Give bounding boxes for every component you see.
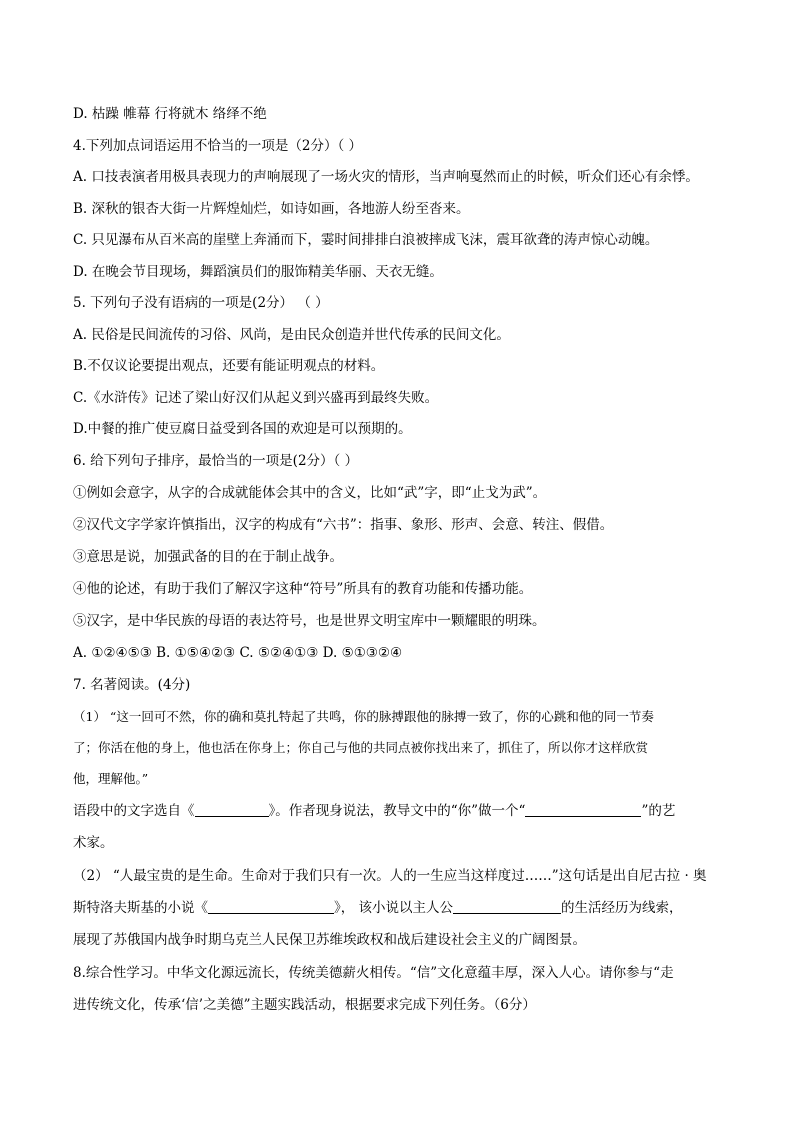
q7-stem: 7. 名著阅读。(4分)	[73, 677, 191, 693]
q5-option-c: C.《水浒传》记述了梁山好汉们从起义到兴盛再到最终失败。	[73, 390, 439, 406]
q7-2-question-line-3: 展现了苏俄国内战争时期乌克兰人民保卫苏维埃政权和战后建设社会主义的广阔图景。	[73, 932, 586, 948]
q3-option-d: D. 枯躁 帷幕 行将就木 络绎不绝	[73, 106, 267, 122]
q5-option-a: A. 民俗是民间流传的习俗、风尚，是由民众创造并世代传承的民间文化。	[73, 327, 510, 343]
q5-option-d: D.中餐的推广使豆腐日益受到各国的欢迎是可以预期的。	[73, 421, 412, 437]
q4-option-a: A. 口技表演者用极具表现力的声响展现了一场火灾的情形，当声响戛然而止的时候，听众们还心有余悸。	[73, 169, 699, 185]
answer-blank-protagonist[interactable]	[453, 899, 561, 914]
q6-options: A. ①②④⑤③ B. ①⑤④②③ C. ⑤②④①③ D. ⑤①③②④	[73, 645, 403, 661]
q5-stem: 5. 下列句子没有语病的一项是(2分） （ ）	[73, 295, 329, 311]
q7-1-question-line-2: 术家。	[73, 835, 114, 851]
q7-1-question-mid: 》。作者现身说法，教导文中的“你”做一个“	[268, 803, 526, 819]
q6-sentence-3: ③意思是说，加强武备的目的在于制止战争。	[73, 549, 343, 565]
q7-1-question-post: ”的艺	[641, 803, 676, 819]
q7-2-question-pre: 斯特洛夫斯基的小说《	[73, 900, 208, 916]
q7-1-quote-line-1: （1） “这一回可不然，你的确和莫扎特起了共鸣，你的脉搏跟他的脉搏一致了，你的心跳和他的同一节奏	[73, 709, 654, 724]
q6-sentence-2: ②汉代文字学家许慎指出，汉字的构成有“六书”：指事、象形、形声、会意、转注、假借。	[73, 517, 614, 533]
q7-2-quote: （2） “人最宝贵的是生命。生命对于我们只有一次。人的一生应当这样度过……”这句话是出自尼古拉 · 奥	[73, 868, 707, 884]
q7-1-quote-line-3: 他，理解他。”	[73, 771, 149, 786]
q7-2-question-mid: 》， 该小说以主人公	[334, 900, 454, 916]
q7-1-question	[73, 802, 675, 820]
q6-stem: 6. 给下列句子排序，最恰当的一项是(2分）（ ）	[73, 453, 359, 469]
q6-sentence-1: ①例如会意字，从字的合成就能体会其中的含义，比如“武”字，即“止戈为武”。	[73, 485, 547, 501]
q4-option-c: C. 只见瀑布从百米高的崖壁上奔涌而下，霎时间排排白浪被摔成飞沫，震耳欲聋的涛声惊心动魄。	[73, 232, 659, 248]
q6-sentence-4: ④他的论述，有助于我们了解汉字这种“符号”所具有的教育功能和传播功能。	[73, 581, 533, 597]
q4-stem: 4.下列加点词语运用不恰当的一项是（2分）（ ）	[73, 138, 363, 154]
q6-sentence-5: ⑤汉字，是中华民族的母语的表达符号，也是世界文明宝库中一颗耀眼的明珠。	[73, 613, 546, 629]
q7-1-quote-line-2: 了；你活在他的身上，他也活在你身上；你自己与他的共同点被你找出来了，抓住了，所以你才这样欣赏	[73, 740, 649, 755]
q7-2-question-post: 的生活经历为线索，	[561, 900, 683, 916]
q8-stem-line-2: 进传统文化，传承‘信’之美德”主题实践活动，根据要求完成下列任务。（6分）	[73, 997, 536, 1013]
answer-blank-book[interactable]	[195, 802, 269, 817]
q8-stem-line-1: 8.综合性学习。中华文化源远流长，传统美德薪火相传。“信”文化意蕴丰厚，深入人心。请你参与“走	[73, 965, 674, 981]
q4-option-d: D. 在晚会节目现场，舞蹈演员们的服饰精美华丽、天衣无缝。	[73, 264, 443, 280]
q5-option-b: B.不仅议论要提出观点，还要有能证明观点的材料。	[73, 358, 385, 374]
q7-1-question-pre: 语段中的文字选自《	[73, 803, 195, 819]
answer-blank-artist[interactable]	[525, 802, 641, 817]
answer-blank-novel[interactable]	[208, 899, 334, 914]
q4-option-b: B. 深秋的银杏大街一片辉煌灿烂，如诗如画，各地游人纷至沓来。	[73, 201, 470, 217]
q7-2-question	[73, 899, 683, 917]
